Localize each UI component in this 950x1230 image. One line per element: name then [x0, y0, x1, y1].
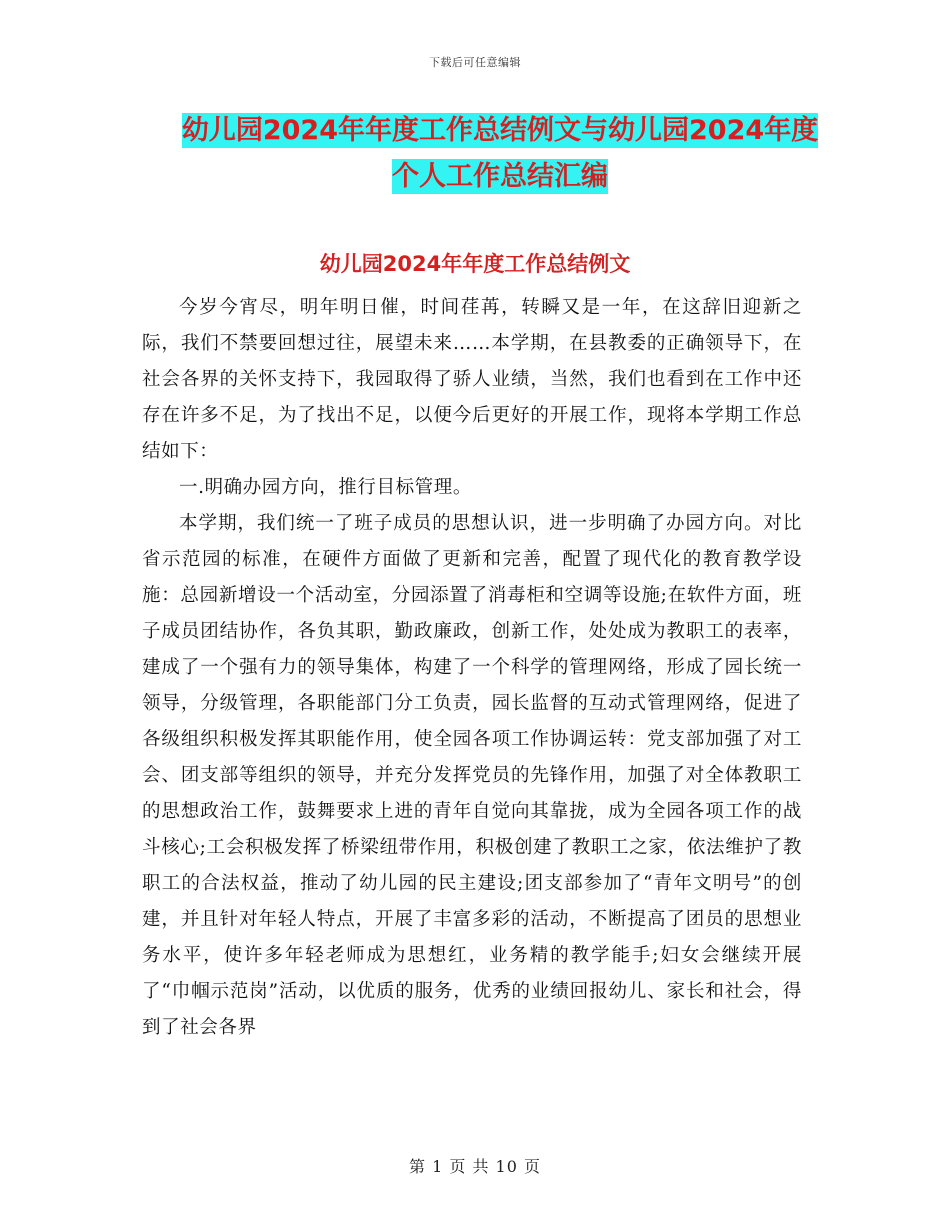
body-text [142, 290, 802, 1046]
section-title: 幼儿园2024年年度工作总结例文 [319, 252, 631, 276]
paragraph-heading-1: 一.明确办园方向，推行目标管理。 [179, 477, 472, 498]
paragraph-intro: 今岁今宵尽，明年明日催，时间荏苒，转瞬又是一年，在这辞旧迎新之际，我们不禁要回想过往，展望未来……本学期，在县教委的正确领导下，在社会各界的关怀支持下，我园取得了骄人业绩，当然，我们也看到在工作中还存在许多不足，为了找出不足，以便今后更好的开展工作，现将本学期工作总结如下： [142, 297, 802, 462]
header-note: 下载后可任意编辑 [429, 56, 521, 69]
document-title-line-1: 幼儿园2024年年度工作总结例文与幼儿园2024年度 [181, 115, 819, 146]
page-footer: 第 1 页 共 10 页 [409, 1157, 541, 1176]
document-title-line-2: 个人工作总结汇编 [392, 161, 608, 192]
document-title [120, 108, 880, 200]
paragraph-body-1: 本学期，我们统一了班子成员的思想认识，进一步明确了办园方向。对比省示范园的标准，在硬件方面做了更新和完善，配置了现代化的教育教学设施：总园新增设一个活动室，分园添置了消毒柜和空调等设施;在软件方面，班子成员团结协作，各负其职，勤政廉政，创新工作，处处成为教职工的表率，建成了一个强有力的领导集体，构建了一个科学的管理网络，形成了园长统一领导，分级管理，各职能部门分工负责，园长监督的互动式管理网络，促进了各级组织积极发挥其职能作用，使全园各项工作协调运转：党支部加强了对工会、团支部等组织的领导，并充分发挥党员的先锋作用，加强了对全体教职工的思想政治工作，鼓舞要求上进的青年自觉向其靠拢，成为全园各项工作的战斗核心;工会积极发挥了桥梁纽带作用，积极创建了教职工之家，依法维护了教职工的合法权益，推动了幼儿园的民主建设;团支部参加了“青年文明号”的创建，并且针对年轻人特点，开展了丰富多彩的活动，不断提高了团员的思想业务水平，使许多年轻老师成为思想红，业务精的教学能手;妇女会继续开展了“巾帼示范岗”活动，以优质的服务，优秀的业绩回报幼儿、家长和社会，得到了社会各界 [142, 513, 802, 1038]
